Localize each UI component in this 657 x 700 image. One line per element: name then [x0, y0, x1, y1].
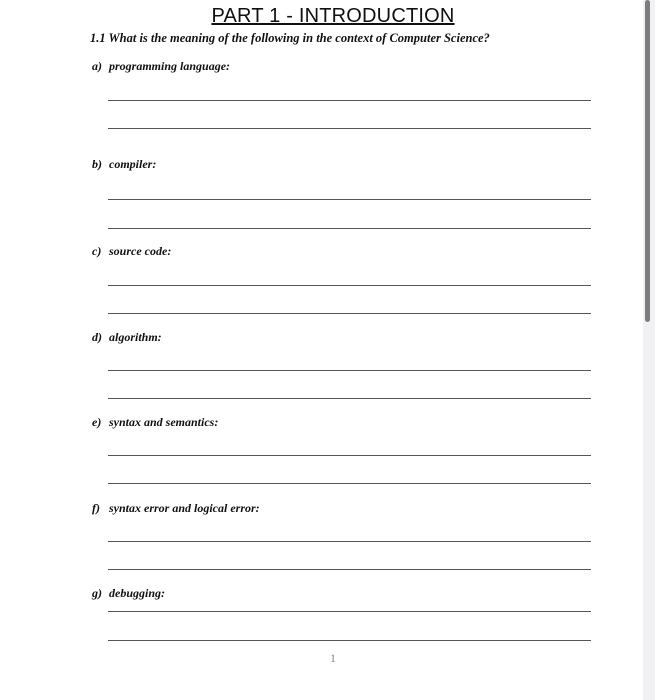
item-e [92, 415, 218, 430]
answer-line [108, 541, 591, 542]
answer-line [108, 569, 591, 570]
item-b [92, 157, 156, 172]
answer-line [108, 285, 591, 286]
answer-line [108, 483, 591, 484]
item-text: algorithm: [109, 330, 162, 344]
item-label: g) [92, 586, 102, 600]
item-c [92, 244, 171, 259]
item-text: debugging: [109, 586, 166, 600]
answer-line [108, 611, 591, 612]
item-text: source code: [109, 244, 172, 258]
scrollbar-thumb[interactable] [645, 0, 650, 322]
item-g [92, 586, 165, 601]
page-title: PART 1 - INTRODUCTION [211, 5, 455, 27]
answer-line [108, 199, 591, 200]
answer-line [108, 228, 591, 229]
item-label: f) [92, 501, 100, 515]
item-label: b) [92, 157, 102, 171]
page-number: 1 [330, 651, 336, 665]
item-label: a) [92, 59, 102, 73]
item-text: compiler: [109, 157, 157, 171]
item-a [92, 59, 230, 74]
item-label: c) [92, 244, 102, 258]
answer-line [108, 398, 591, 399]
item-text: programming language: [109, 59, 231, 73]
item-label: e) [92, 415, 102, 429]
answer-line [108, 313, 591, 314]
answer-line [108, 640, 591, 641]
answer-line [108, 100, 591, 101]
answer-line [108, 455, 591, 456]
question-heading: 1.1 What is the meaning of the following in the context of Computer Science? [90, 31, 490, 45]
item-label: d) [92, 330, 102, 344]
answer-line [108, 128, 591, 129]
item-d [92, 330, 162, 345]
answer-line [108, 370, 591, 371]
item-text: syntax error and logical error: [109, 501, 260, 515]
item-f [92, 501, 260, 516]
item-text: syntax and semantics: [109, 415, 219, 429]
